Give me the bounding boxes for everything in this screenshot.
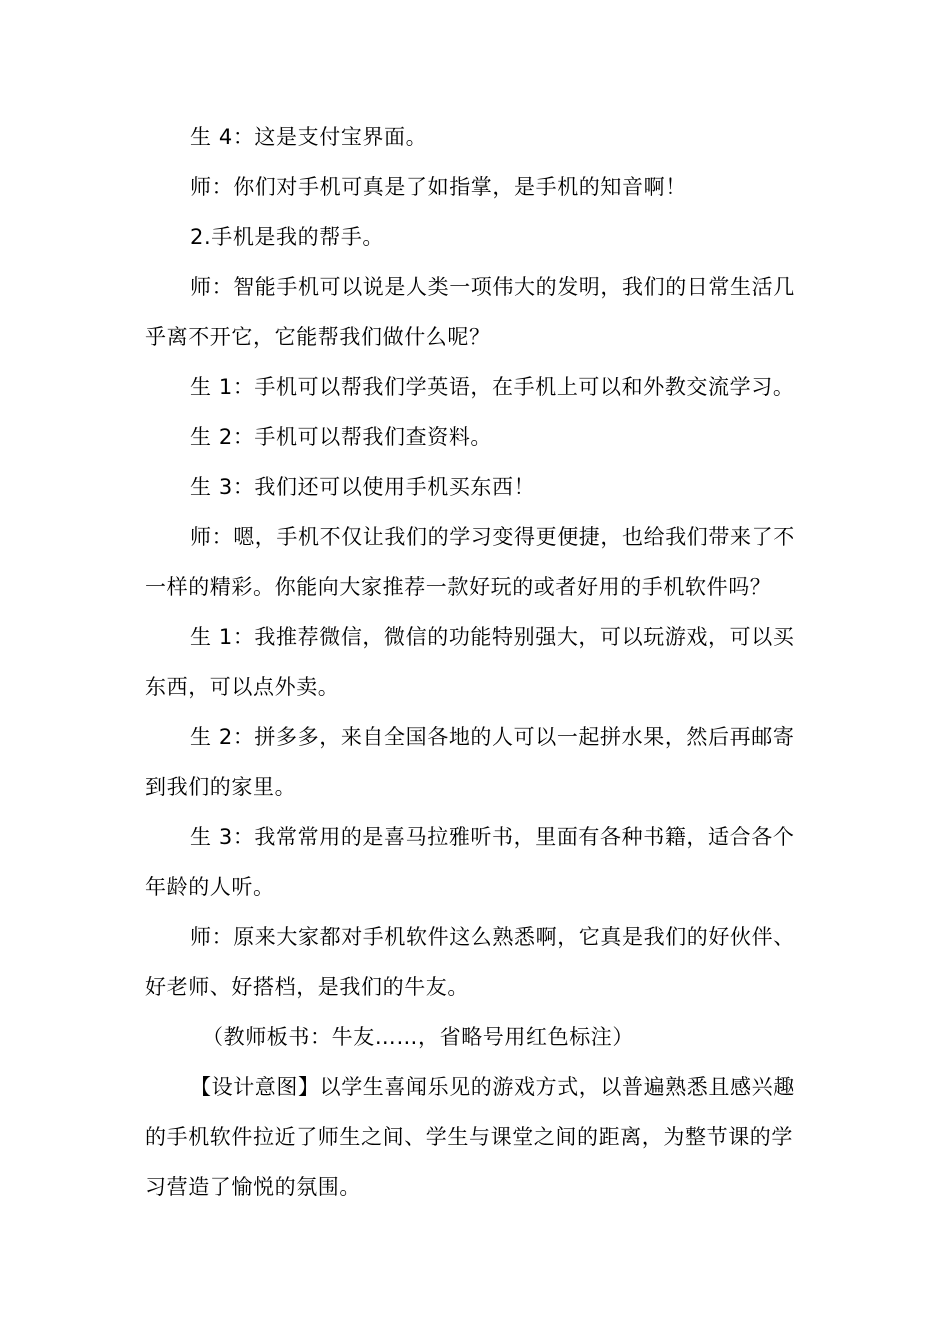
text-line: 习营造了愉悦的氛围。 [145,1175,361,1199]
text-line: 生 3：我常常用的是喜马拉雅听书，里面有各种书籍，适合各个 [190,825,795,849]
text-line: 生 2：拼多多，来自全国各地的人可以一起拼水果，然后再邮寄 [190,725,795,749]
paragraph [145,612,811,712]
design-intent-paragraph [145,1062,811,1212]
text-line: 2.手机是我的帮手。 [190,225,385,249]
paragraph [145,362,811,412]
paragraph [145,162,811,212]
paragraph [145,712,811,812]
paragraph [145,412,811,462]
text-line: 生 1：我推荐微信，微信的功能特别强大，可以玩游戏，可以买 [190,625,795,649]
paragraph [145,112,811,162]
text-line: 生 3：我们还可以使用手机买东西！ [190,475,536,499]
text-line: 生 1：手机可以帮我们学英语，在手机上可以和外教交流学习。 [190,375,795,399]
text-line: 东西，可以点外卖。 [145,675,340,699]
paragraph [145,462,811,512]
paragraph [145,262,811,362]
text-line: 一样的精彩。你能向大家推荐一款好玩的或者好用的手机软件吗？ [145,575,772,599]
text-line: 生 2：手机可以帮我们查资料。 [190,425,493,449]
paragraph [145,812,811,912]
paragraph [145,912,811,1012]
section-heading [145,212,811,262]
text-line: 生 4：这是支付宝界面。 [190,125,428,149]
text-line: 师：嗯，手机不仅让我们的学习变得更便捷，也给我们带来了不 [190,525,795,549]
text-line: 【设计意图】以学生喜闻乐见的游戏方式，以普遍熟悉且感兴趣 [190,1075,795,1099]
board-note [145,1012,811,1062]
paragraph [145,512,811,612]
text-line: 到我们的家里。 [145,775,297,799]
text-line: 师：你们对手机可真是了如指掌，是手机的知音啊！ [190,175,687,199]
text-line: 好老师、好搭档，是我们的牛友。 [145,975,469,999]
text-line: 的手机软件拉近了师生之间、学生与课堂之间的距离，为整节课的学 [145,1125,793,1149]
text-line: 年龄的人听。 [145,875,275,899]
document-page [145,112,811,1212]
text-line: 乎离不开它，它能帮我们做什么呢？ [145,325,491,349]
text-line: （教师板书：牛友……，省略号用红色标注） [202,1025,634,1049]
text-line: 师：原来大家都对手机软件这么熟悉啊，它真是我们的好伙伴、 [190,925,795,949]
text-line: 师：智能手机可以说是人类一项伟大的发明，我们的日常生活几 [190,275,795,299]
